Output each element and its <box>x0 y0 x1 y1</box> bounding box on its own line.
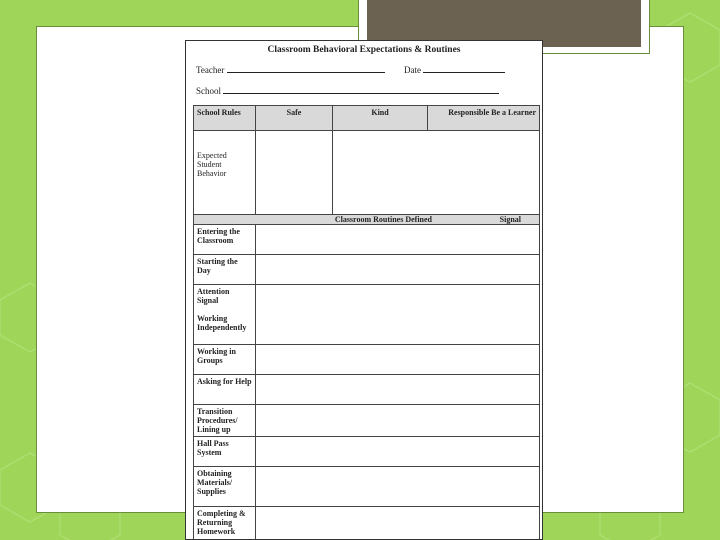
routine-label-attention: Attention Signal <box>197 287 230 305</box>
routine-cell <box>256 437 540 467</box>
school-line <box>196 85 499 96</box>
document-title: Classroom Behavioral Expectations & Routines <box>267 45 461 55</box>
expectations-table <box>193 105 540 540</box>
routines-title: Classroom Routines Defined <box>334 215 432 224</box>
signal-header: Signal <box>499 215 522 224</box>
routine-row <box>194 225 540 255</box>
rules-header-row <box>194 106 540 131</box>
header-kind: Kind <box>333 106 428 131</box>
routine-label: Entering the Classroom <box>194 225 256 255</box>
routine-cell <box>256 285 540 345</box>
header-safe: Safe <box>256 106 333 131</box>
teacher-line <box>196 64 385 75</box>
expected-behavior-label: Expected Student Behavior <box>194 131 256 215</box>
routine-row <box>194 405 540 437</box>
kind-responsible-cell <box>333 131 540 215</box>
routine-row <box>194 255 540 285</box>
routine-cell <box>256 405 540 437</box>
header-responsible: Responsible Be a Learner <box>428 106 540 131</box>
routine-label-independent: Working Independently <box>197 314 247 332</box>
school-label: School <box>196 86 222 96</box>
routine-label: Starting the Day <box>194 255 256 285</box>
expected-behavior-row <box>194 131 540 215</box>
date-blank <box>423 64 505 73</box>
worksheet-document <box>185 40 543 540</box>
routine-cell <box>256 375 540 405</box>
teacher-blank <box>227 64 385 73</box>
routine-label <box>194 285 256 345</box>
routine-cell <box>256 345 540 375</box>
routine-row <box>194 375 540 405</box>
routine-label: Asking for Help <box>194 375 256 405</box>
routine-cell <box>256 225 540 255</box>
routines-header <box>194 215 540 225</box>
routine-cell <box>256 255 540 285</box>
routine-label: Transition Procedures/ Lining up <box>194 405 256 437</box>
date-line <box>404 64 505 75</box>
school-blank <box>223 85 499 94</box>
safe-cell <box>256 131 333 215</box>
routine-label: Hall Pass System <box>194 437 256 467</box>
routines-header-row <box>194 215 540 225</box>
routine-row <box>194 507 540 540</box>
routine-row <box>194 345 540 375</box>
routine-label: Obtaining Materials/ Supplies <box>194 467 256 507</box>
routine-row <box>194 467 540 507</box>
routine-cell <box>256 467 540 507</box>
teacher-label: Teacher <box>196 65 225 75</box>
date-label: Date <box>404 65 421 75</box>
routine-label: Working in Groups <box>194 345 256 375</box>
routine-label: Completing & Returning Homework <box>194 507 256 540</box>
routine-row <box>194 437 540 467</box>
routine-row <box>194 285 540 345</box>
routine-cell <box>256 507 540 540</box>
header-school-rules: School Rules <box>194 106 256 131</box>
